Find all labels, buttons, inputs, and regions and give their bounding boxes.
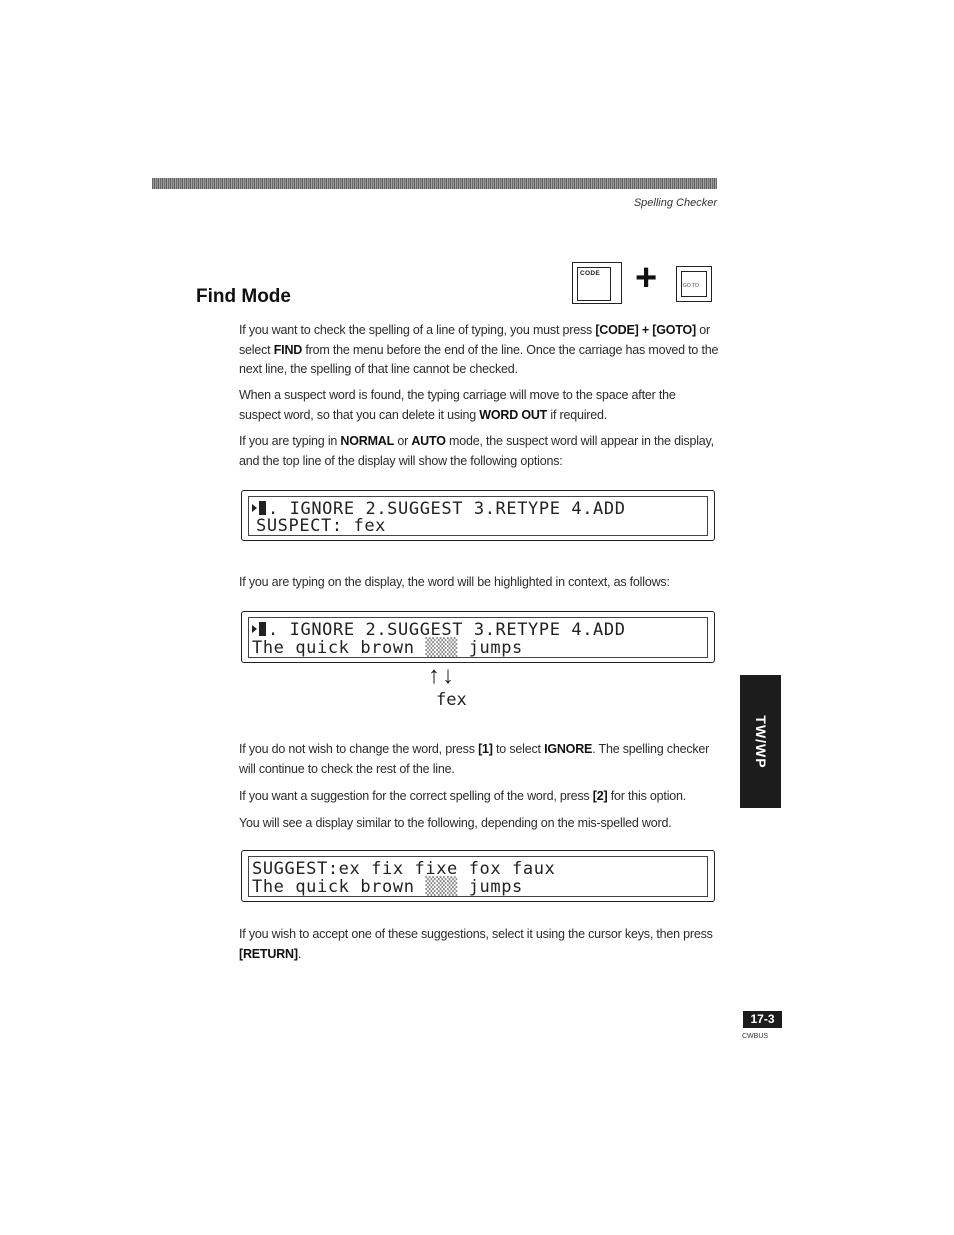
page-number: 17-3	[743, 1011, 782, 1028]
suspect-word: fex	[436, 690, 467, 710]
lcd-line-1: SUGGEST:ex fix fixe fox faux	[252, 859, 556, 879]
goto-key-label: GO TO	[683, 283, 699, 289]
lcd-line-2: The quick brown ▒▒▒ jumps	[252, 638, 523, 658]
paragraph-similar: You will see a display similar to the following, depending on the mis-spelled word.	[239, 816, 672, 830]
key-combination	[572, 257, 717, 307]
paragraph-suspect-found: When a suspect word is found, the typing carriage will move to the space after the suspect word, so that you can delete it using WORD OUT if required.	[239, 388, 676, 422]
lcd-display-options	[241, 490, 715, 541]
section-title: Find Mode	[196, 286, 291, 307]
running-head: Spelling Checker	[633, 197, 717, 209]
paragraph-context: If you are typing on the display, the word will be highlighted in context, as follows:	[239, 575, 670, 589]
up-down-arrows-icon: ↑↓	[428, 662, 456, 689]
highlight-block: ▒▒▒	[425, 877, 458, 897]
lcd-line-1: . IGNORE 2.SUGGEST 3.RETYPE 4.ADD	[252, 500, 626, 518]
header-rule	[152, 178, 717, 189]
page-footer: CWBUS	[742, 1033, 769, 1040]
paragraph-ignore: If you do not wish to change the word, press [1] to select IGNORE. The spelling checker will continue to check the rest of the line.	[239, 742, 710, 776]
side-tab-label: TW/WP	[752, 714, 769, 769]
paragraph-modes: If you are typing in NORMAL or AUTO mode, the suspect word will appear in the display, and the top line of the display will show the following options:	[239, 434, 714, 468]
highlight-block: ▒▒▒	[425, 638, 458, 658]
pointer-icon	[252, 504, 257, 512]
side-tab	[740, 675, 781, 808]
lcd-line-2: SUSPECT: fex	[256, 516, 387, 536]
goto-key-icon	[676, 266, 712, 302]
lcd-display-context	[241, 611, 715, 663]
pointer-icon	[252, 625, 257, 633]
plus-icon: +	[635, 257, 658, 299]
lcd-line-2: The quick brown ▒▒▒ jumps	[252, 877, 523, 897]
lcd-line-1: . IGNORE 2.SUGGEST 3.RETYPE 4.ADD	[252, 621, 626, 639]
code-key-label: CODE	[580, 270, 600, 277]
paragraph-accept: If you wish to accept one of these suggestions, select it using the cursor keys, then press [RETURN].	[239, 927, 713, 961]
cursor-block-icon	[259, 501, 266, 515]
cursor-block-icon	[259, 622, 266, 636]
paragraph-suggest: If you want a suggestion for the correct spelling of the word, press [2] for this option.	[239, 789, 687, 803]
code-key-icon	[572, 262, 622, 304]
lcd-display-suggest	[241, 850, 715, 902]
paragraph-intro: If you want to check the spelling of a line of typing, you must press [CODE] + [GOTO] or select FIND from the menu before the end of the line. Once the carriage has moved to the next line, the spelling of that line cannot be checked.	[239, 323, 719, 376]
